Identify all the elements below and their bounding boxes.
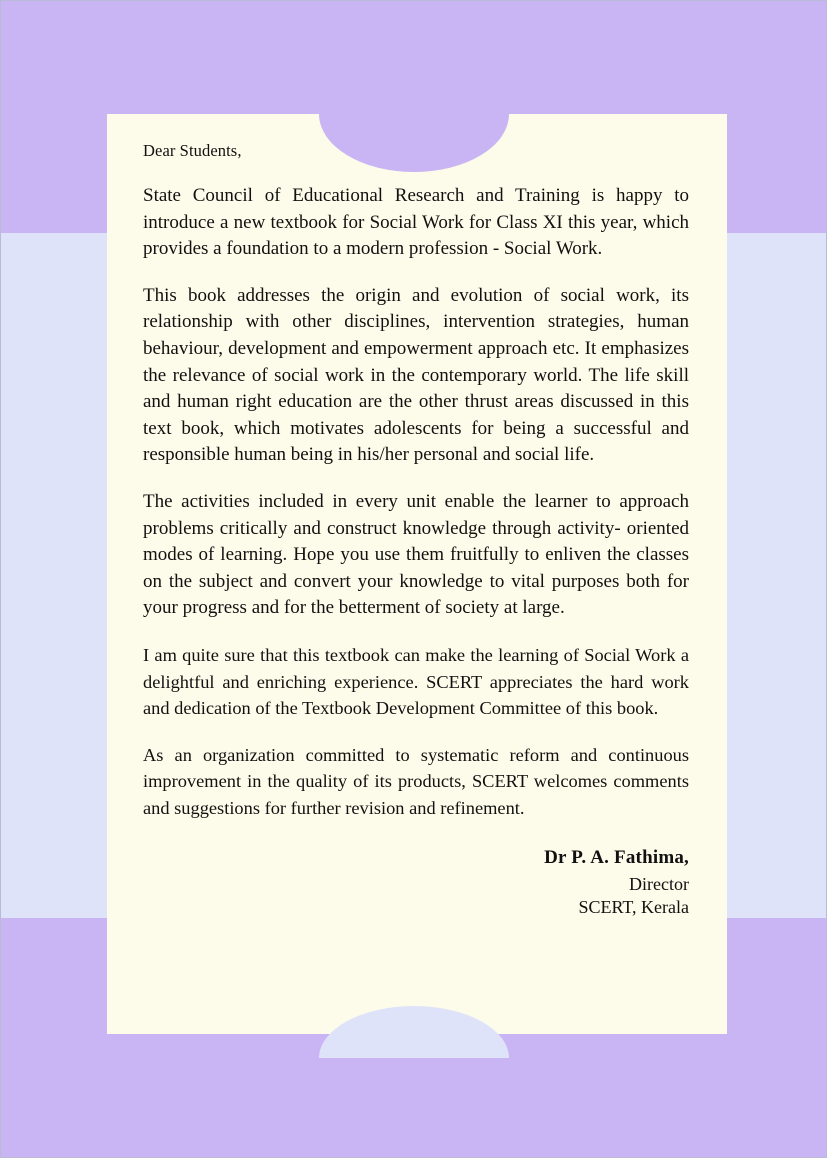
letter-paragraph-5: As an organization committed to systematic reform and continuous improvement in the quality of its products, SCERT welcomes comments and suggestions for further revision and refinement.	[143, 744, 689, 818]
letter-paragraph-3: The activities included in every unit enable the learner to approach problems critically and construct knowledge through activity- oriented modes of learning. Hope you use them fruitfully to enliven the classes on the subject and convert your knowledge to vital purposes both for your progress and for the betterment of society at large.	[143, 490, 689, 619]
letter-paragraph-1: State Council of Educational Research and Training is happy to introduce a new textbook for Social Work for Class XI this year, which provides a foundation to a modern profession - Social Work.	[143, 185, 689, 260]
letter-paragraph-4: I am quite sure that this textbook can make the learning of Social Work a delightful and enriching experience. SCERT appreciates the hard work and dedication of the Textbook Development Committee of this book.	[143, 644, 689, 719]
letter-content	[143, 141, 689, 918]
letter-signature	[143, 847, 689, 918]
signature-role: Director	[629, 874, 689, 895]
signature-name: Dr P. A. Fathima,	[544, 847, 689, 869]
signature-organization: SCERT, Kerala	[578, 897, 689, 918]
letter-salutation: Dear Students,	[143, 141, 242, 160]
letter-paragraph-2: This book addresses the origin and evolution of social work, its relationship with other disciplines, intervention strategies, human behaviour, development and empowerment approach etc. It emphasizes the relevance of social work in the contemporary world. The life skill and human right education are the other thrust areas discussed in this text book, which motivates adolescents for being a successful and responsible human being in his/her personal and social life.	[143, 284, 689, 466]
